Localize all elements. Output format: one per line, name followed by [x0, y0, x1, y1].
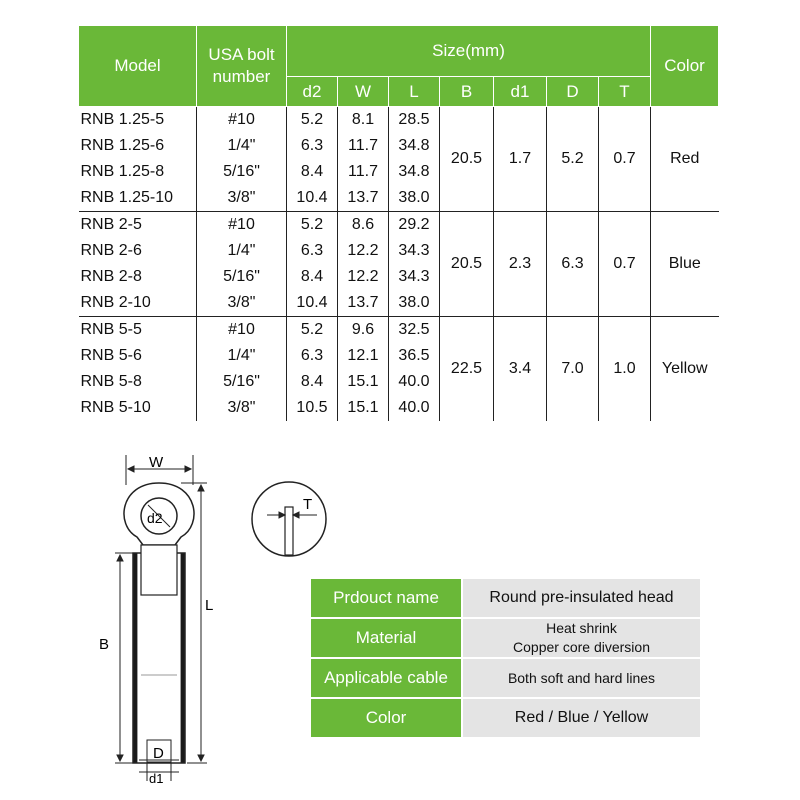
- cell-d2: 6.3: [287, 133, 338, 159]
- cross-section-drawing: [245, 475, 335, 575]
- cell-d2: 5.2: [287, 317, 338, 344]
- cell-model: RNB 5-5: [79, 317, 197, 344]
- b-label: B: [99, 636, 110, 653]
- cell-model: RNB 5-6: [79, 343, 197, 369]
- header-model: Model: [79, 26, 197, 107]
- cell-d1: 2.3: [494, 212, 547, 317]
- w-label: W: [149, 454, 164, 471]
- header-b: B: [440, 77, 494, 107]
- cell-bolt: #10: [197, 212, 287, 239]
- cell-w: 13.7: [338, 185, 389, 212]
- cell-bolt: #10: [197, 317, 287, 344]
- cell-d: 7.0: [547, 317, 599, 422]
- terminal-drawing: [95, 445, 225, 785]
- t-label: T: [303, 496, 313, 513]
- cell-l: 32.5: [389, 317, 440, 344]
- cell-l: 34.8: [389, 159, 440, 185]
- cell-bolt: 1/4": [197, 343, 287, 369]
- header-w: W: [338, 77, 389, 107]
- cell-b: 20.5: [440, 107, 494, 212]
- cell-model: RNB 1.25-8: [79, 159, 197, 185]
- cell-l: 34.3: [389, 238, 440, 264]
- cell-model: RNB 2-10: [79, 290, 197, 317]
- cell-w: 11.7: [338, 159, 389, 185]
- cell-color: Yellow: [651, 317, 719, 422]
- cell-w: 11.7: [338, 133, 389, 159]
- terminal-sleeve: [133, 545, 185, 763]
- d2-label: d2: [147, 510, 163, 526]
- cell-b: 20.5: [440, 212, 494, 317]
- cell-w: 15.1: [338, 369, 389, 395]
- spec-table: [78, 25, 719, 421]
- cell-d2: 6.3: [287, 343, 338, 369]
- info-label: Applicable cable: [311, 658, 462, 698]
- spec-table-body: [79, 107, 719, 422]
- cell-bolt: 5/16": [197, 264, 287, 290]
- info-row: [311, 658, 700, 698]
- header-size: Size(mm): [287, 26, 651, 77]
- cell-w: 13.7: [338, 290, 389, 317]
- cell-bolt: 1/4": [197, 238, 287, 264]
- cell-d2: 8.4: [287, 369, 338, 395]
- cell-d2: 5.2: [287, 107, 338, 134]
- b-dimension: [115, 553, 133, 763]
- cell-bolt: 3/8": [197, 185, 287, 212]
- cell-color: Blue: [651, 212, 719, 317]
- cell-l: 38.0: [389, 290, 440, 317]
- info-row: [311, 579, 700, 618]
- spec-row: [79, 212, 719, 239]
- cell-w: 8.6: [338, 212, 389, 239]
- cell-d2: 8.4: [287, 159, 338, 185]
- cell-bolt: 3/8": [197, 290, 287, 317]
- cell-d1: 1.7: [494, 107, 547, 212]
- spec-row: [79, 317, 719, 344]
- cell-d2: 10.4: [287, 290, 338, 317]
- cell-d2: 10.4: [287, 185, 338, 212]
- cell-bolt: 5/16": [197, 369, 287, 395]
- cell-w: 12.1: [338, 343, 389, 369]
- cell-bolt: #10: [197, 107, 287, 134]
- product-info-table: [311, 579, 700, 739]
- cell-l: 34.3: [389, 264, 440, 290]
- spec-row: [79, 107, 719, 134]
- cell-model: RNB 2-8: [79, 264, 197, 290]
- cell-w: 8.1: [338, 107, 389, 134]
- cell-model: RNB 1.25-10: [79, 185, 197, 212]
- cell-d: 6.3: [547, 212, 599, 317]
- header-color: Color: [651, 26, 719, 107]
- cell-l: 28.5: [389, 107, 440, 134]
- cell-model: RNB 1.25-6: [79, 133, 197, 159]
- cell-d2: 8.4: [287, 264, 338, 290]
- info-value: Round pre-insulated head: [462, 579, 700, 618]
- cell-d1: 3.4: [494, 317, 547, 422]
- cell-t: 0.7: [599, 107, 651, 212]
- header-bolt: USA bolt number: [197, 26, 287, 107]
- header-t: T: [599, 77, 651, 107]
- cell-w: 12.2: [338, 264, 389, 290]
- cell-w: 15.1: [338, 395, 389, 421]
- header-d2: d2: [287, 77, 338, 107]
- cell-d2: 10.5: [287, 395, 338, 421]
- cell-l: 38.0: [389, 185, 440, 212]
- header-d: D: [547, 77, 599, 107]
- cell-model: RNB 5-8: [79, 369, 197, 395]
- cell-b: 22.5: [440, 317, 494, 422]
- cell-l: 34.8: [389, 133, 440, 159]
- info-value: Both soft and hard lines: [462, 658, 700, 698]
- info-label: Prdouct name: [311, 579, 462, 618]
- header-l: L: [389, 77, 440, 107]
- cell-l: 36.5: [389, 343, 440, 369]
- cell-color: Red: [651, 107, 719, 212]
- d-label: D: [153, 745, 164, 762]
- info-value: Red / Blue / Yellow: [462, 698, 700, 738]
- cell-w: 9.6: [338, 317, 389, 344]
- cell-l: 29.2: [389, 212, 440, 239]
- spec-table-header: [79, 26, 719, 107]
- cell-model: RNB 1.25-5: [79, 107, 197, 134]
- cell-t: 1.0: [599, 317, 651, 422]
- cell-w: 12.2: [338, 238, 389, 264]
- cell-bolt: 1/4": [197, 133, 287, 159]
- cell-d: 5.2: [547, 107, 599, 212]
- info-label: Color: [311, 698, 462, 738]
- info-row: [311, 698, 700, 738]
- header-d1: d1: [494, 77, 547, 107]
- cell-bolt: 3/8": [197, 395, 287, 421]
- cell-l: 40.0: [389, 369, 440, 395]
- info-row: [311, 618, 700, 658]
- info-value: Heat shrink Copper core diversion: [462, 618, 700, 658]
- d1-label: d1: [149, 771, 164, 785]
- cell-model: RNB 5-10: [79, 395, 197, 421]
- cell-model: RNB 2-5: [79, 212, 197, 239]
- cell-d2: 5.2: [287, 212, 338, 239]
- info-label: Material: [311, 618, 462, 658]
- cell-bolt: 5/16": [197, 159, 287, 185]
- l-label: L: [205, 597, 214, 614]
- cell-model: RNB 2-6: [79, 238, 197, 264]
- cell-t: 0.7: [599, 212, 651, 317]
- cell-l: 40.0: [389, 395, 440, 421]
- cell-d2: 6.3: [287, 238, 338, 264]
